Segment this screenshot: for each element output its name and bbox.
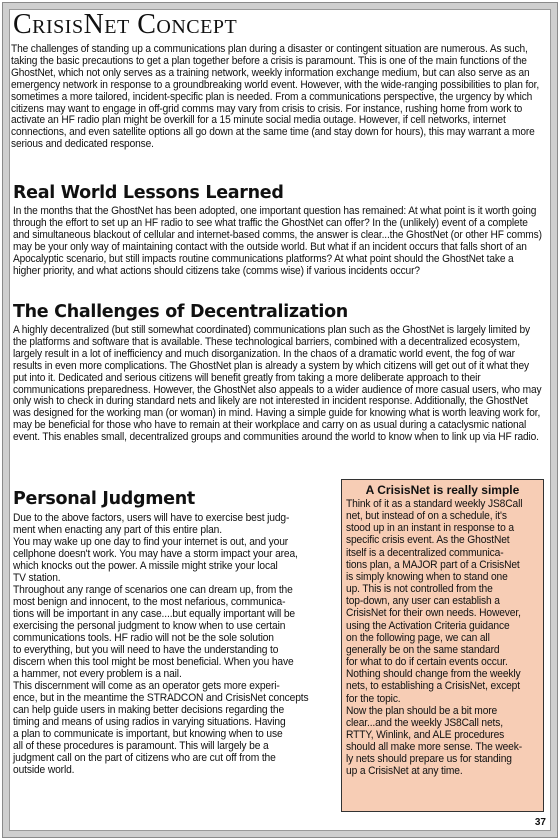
callout-line: Think of it as a standard weekly JS8Call: [346, 498, 523, 510]
text-line: exercising the personal judgment to know when to use certain: [13, 620, 286, 632]
text-line: This discernment will come as an operator gets more experi-: [13, 680, 280, 692]
intro-paragraph: The challenges of standing up a communications plan during a disaster or contingent situation are numerous. As such, taking the basic precautions to get a plan together before a crisis is paramount. This is one of the main functions of the GhostNet, which not only serves as a training network, weekly information exchange medium, but can also serve as an emergency network in response to a groundbreaking world event. However, with the wide-ranging possibilities to plan for, sometimes a more tailored, incident-specific plan is needed. From a communications perspective, the urgency by which citizens may want to engage in off-grid comms may vary from crisis to crisis. For instance, rushing home from work to activate an HF radio plan might be overkill for a 15 minute social media outage. However, if cell networks, internet connections, and even satellite options all go down at the same time (and stay down for hours), this may warrant a more serious and dedicated response.: [11, 43, 540, 151]
callout-line: is simply knowing when to stand one: [346, 570, 508, 583]
crisisnet-callout-box: [341, 479, 544, 812]
callout-line: ly nets should prepare us for standing: [346, 753, 512, 766]
callout-line: top-down, any user can establish a: [346, 595, 500, 608]
text-line: communications tools. HF radio will not be the sole solution: [13, 632, 274, 644]
page-title: CrisisNet Concept: [13, 9, 238, 40]
callout-line: RTTY, Winlink, and ALE procedures: [346, 728, 505, 741]
text-line: TV station.: [13, 572, 61, 584]
callout-line: nets, to establishing a CrisisNet, except: [346, 680, 520, 693]
text-line: all of these procedures is paramount. This will largely be a: [13, 740, 269, 752]
decentralization-paragraph: A highly decentralized (but still somewhat coordinated) communications plan such as the GhostNet is largely limited by the platforms and software that is available. These technological barriers, combined with a decentralized ecosystem, largely result in a lot of inefficiency and much disorganization. In the chaos of a dramatic world event, the fog of war results in even more complications. The GhostNet plan is already a system by which citizens will get out of it what they put into it. Dedicated and serious citizens will benefit greatly from taking a more deliberate approach to their communications preparedness. However, the GhostNet also appeals to a wider audience of more casual users, who may only wish to check in during standard nets and likely are not interested in incident response. Additionally, the GhostNet was designed for the working man (or woman) in mind. Having a simple guide for knowing what is worth leaving work for, may be beneficial for those who have to remain at their workplace and carry on as usual during a cataclysmic national event. This enables small, decentralized groups and communities around the world to know when to link up via HF radio.: [13, 324, 542, 444]
callout-line: specific crisis event. As the GhostNet: [346, 534, 510, 547]
callout-line: for the topic.: [346, 692, 401, 705]
real-world-heading: Real World Lessons Learned: [13, 183, 284, 203]
callout-line: on the following page, we can all: [346, 631, 490, 644]
callout-line: up. This is not controlled from the: [346, 583, 493, 596]
personal-judgment-paragraph: [13, 512, 330, 776]
text-line: Due to the above factors, users will have to exercise best judg-: [13, 512, 290, 524]
callout-line: using the Activation Criteria guidance: [346, 619, 510, 632]
text-line: outside world.: [13, 764, 75, 776]
callout-body: [346, 498, 540, 778]
callout-line: Now the plan should be a bit more: [346, 704, 498, 717]
text-line: timing and means of using radios in varying situations. Having: [13, 716, 286, 728]
callout-line: CrisisNet for their own needs. However,: [346, 607, 521, 620]
text-line: discern when this tool might be most beneficial. When you have: [13, 656, 294, 668]
text-line: judgment call on the part of citizens who are cut off from the: [13, 752, 276, 764]
text-line: You may wake up one day to find your internet is out, and your: [13, 536, 289, 548]
callout-line: up a CrisisNet at any time.: [346, 765, 463, 778]
text-line: ment when enacting any part of this entire plan.: [13, 524, 222, 536]
callout-line: stood up in an instant in response to a: [346, 522, 515, 535]
text-line: a hammer, not every problem is a nail.: [13, 668, 182, 680]
decentralization-heading: The Challenges of Decentralization: [13, 302, 348, 322]
text-line: ence, but in the meantime the STRADCON and CrisisNet concepts: [13, 692, 309, 704]
callout-title: A CrisisNet is really simple: [365, 483, 520, 497]
page-number: 37: [534, 817, 546, 828]
callout-line: itself is a decentralized communica-: [346, 546, 504, 559]
text-line: most benign and innocent, to the most nefarious, communica-: [13, 596, 286, 608]
callout-line: should all make more sense. The week-: [346, 741, 523, 754]
callout-line: for what to do if certain events occur.: [346, 656, 508, 669]
text-line: cellphone doesn't work. You may have a storm impact your area,: [13, 548, 298, 560]
callout-line: net, but instead of on a schedule, it's: [346, 510, 507, 523]
text-line: which knocks out the power. A missile might strike your local: [13, 560, 278, 572]
text-line: tions will be important in any case....but equally important will be: [13, 608, 295, 620]
text-line: Throughout any range of scenarios one can dream up, from the: [13, 584, 293, 596]
callout-line: clear...and the weekly JS8Call nets,: [346, 716, 503, 729]
callout-line: generally be on the same standard: [346, 643, 500, 656]
callout-line: Nothing should change from the weekly: [346, 668, 521, 681]
text-line: to everything, but you will need to have the understanding to: [13, 644, 279, 656]
personal-judgment-heading: Personal Judgment: [13, 489, 195, 509]
real-world-paragraph: In the months that the GhostNet has been adopted, one important question has remained: At what point is it worth going through the effort to set up an HF radio to see what traffic the GhostNet can offer? In the (unlikely) event of a complete and simultaneous blackout of cellular and internet-based comms, the answer is clear...the GhostNet (or other HF comms) may be your only way of maintaining contact with the outside world. But what if an incident occurs that falls short of an Apocalyptic scenario, but still impacts routine communications platforms? At what point should the GhostNet take a higher priority, and what actions should citizens take (comms wise) if various incidents occur?: [13, 205, 542, 277]
callout-line: tions plan, a MAJOR part of a CrisisNet: [346, 558, 520, 571]
text-line: can help guide users in making better decisions regarding the: [13, 704, 285, 716]
text-line: a plan to communicate is important, but knowing when to use: [13, 728, 283, 740]
